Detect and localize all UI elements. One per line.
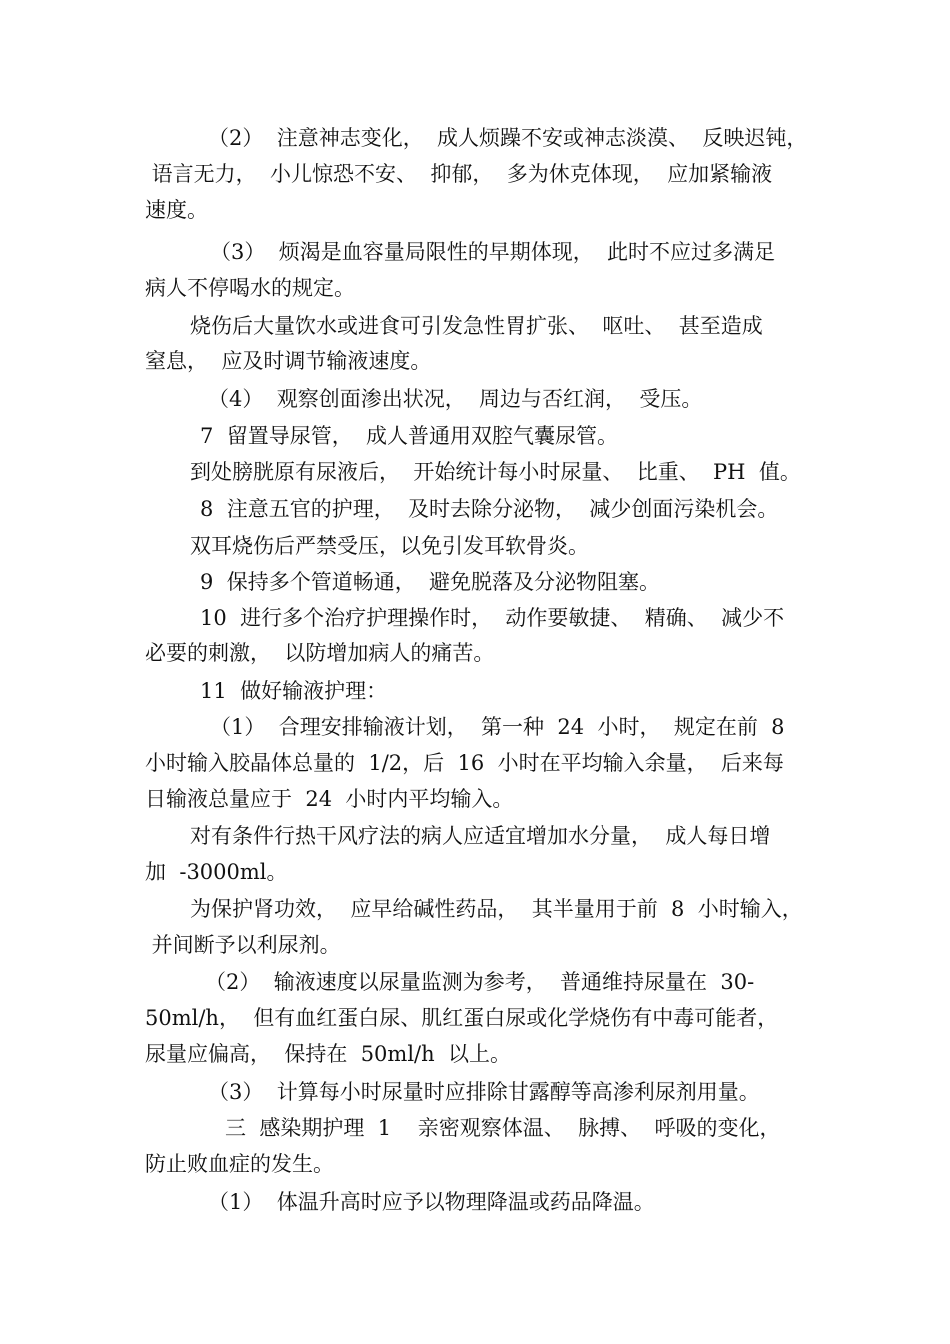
text-line: 10 进行多个治疗护理操作时， 动作要敏捷、 精确、 减少不 xyxy=(200,606,785,630)
text-line: 日输液总量应于 24 小时内平均输入。 xyxy=(145,787,514,811)
text-line: 双耳烧伤后严禁受压，以免引发耳软骨炎。 xyxy=(190,534,589,558)
text-line: 7 留置导尿管， 成人普通用双腔气囊尿管。 xyxy=(200,424,619,448)
text-line: 到处膀胱原有尿液后， 开始统计每小时尿量、 比重、 PH 值。 xyxy=(190,460,801,484)
text-line: （2） 注意神志变化， 成人烦躁不安或神志淡漠、 反映迟钝， xyxy=(208,126,808,150)
text-line: 窒息， 应及时调节输液速度。 xyxy=(145,349,432,373)
text-line: 语言无力， 小儿惊恐不安、 抑郁， 多为休克体现， 应加紧输液 xyxy=(145,162,773,186)
text-line: 9 保持多个管道畅通， 避免脱落及分泌物阻塞。 xyxy=(200,570,661,594)
text-line: 病人不停喝水的规定。 xyxy=(145,276,355,300)
text-line: 必要的刺激， 以防增加病人的痛苦。 xyxy=(145,641,495,665)
text-line: 对有条件行热干风疗法的病人应适宜增加水分量， 成人每日增 xyxy=(190,824,771,848)
text-line: 烧伤后大量饮水或进食可引发急性胃扩张、 呕吐、 甚至造成 xyxy=(190,314,763,338)
text-line: （1） 体温升高时应予以物理降温或药品降温。 xyxy=(208,1190,655,1214)
text-line: （1） 合理安排输液计划， 第一种 24 小时， 规定在前 8 xyxy=(210,715,785,739)
text-line: 加 -3000ml。 xyxy=(145,860,288,884)
text-line: （4） 观察创面渗出状况， 周边与否红润， 受压。 xyxy=(208,387,703,411)
text-line: 三 感染期护理 1 亲密观察体温、 脉搏、 呼吸的变化， xyxy=(225,1116,781,1140)
text-line: 尿量应偏高， 保持在 50ml/h 以上。 xyxy=(145,1042,512,1066)
text-line: 8 注意五官的护理， 及时去除分泌物， 减少创面污染机会。 xyxy=(200,497,779,521)
text-line: 50ml/h， 但有血红蛋白尿、肌红蛋白尿或化学烧伤有中毒可能者， xyxy=(145,1006,779,1030)
text-line: 并间断予以利尿剂。 xyxy=(145,933,341,957)
text-line: 速度。 xyxy=(145,198,208,222)
text-line: 11 做好输液护理： xyxy=(200,679,388,703)
text-line: 防止败血症的发生。 xyxy=(145,1152,334,1176)
text-line: 为保护肾功效， 应早给碱性药品， 其半量用于前 8 小时输入， xyxy=(190,897,803,921)
text-line: （3） 烦渴是血容量局限性的早期体现， 此时不应过多满足 xyxy=(210,240,776,264)
text-line: （3） 计算每小时尿量时应排除甘露醇等高渗利尿剂用量。 xyxy=(208,1080,760,1104)
text-line: 小时输入胶晶体总量的 1/2，后 16 小时在平均输入余量， 后来每 xyxy=(145,751,784,775)
text-line: （2） 输液速度以尿量监测为参考， 普通维持尿量在 30- xyxy=(205,970,755,994)
